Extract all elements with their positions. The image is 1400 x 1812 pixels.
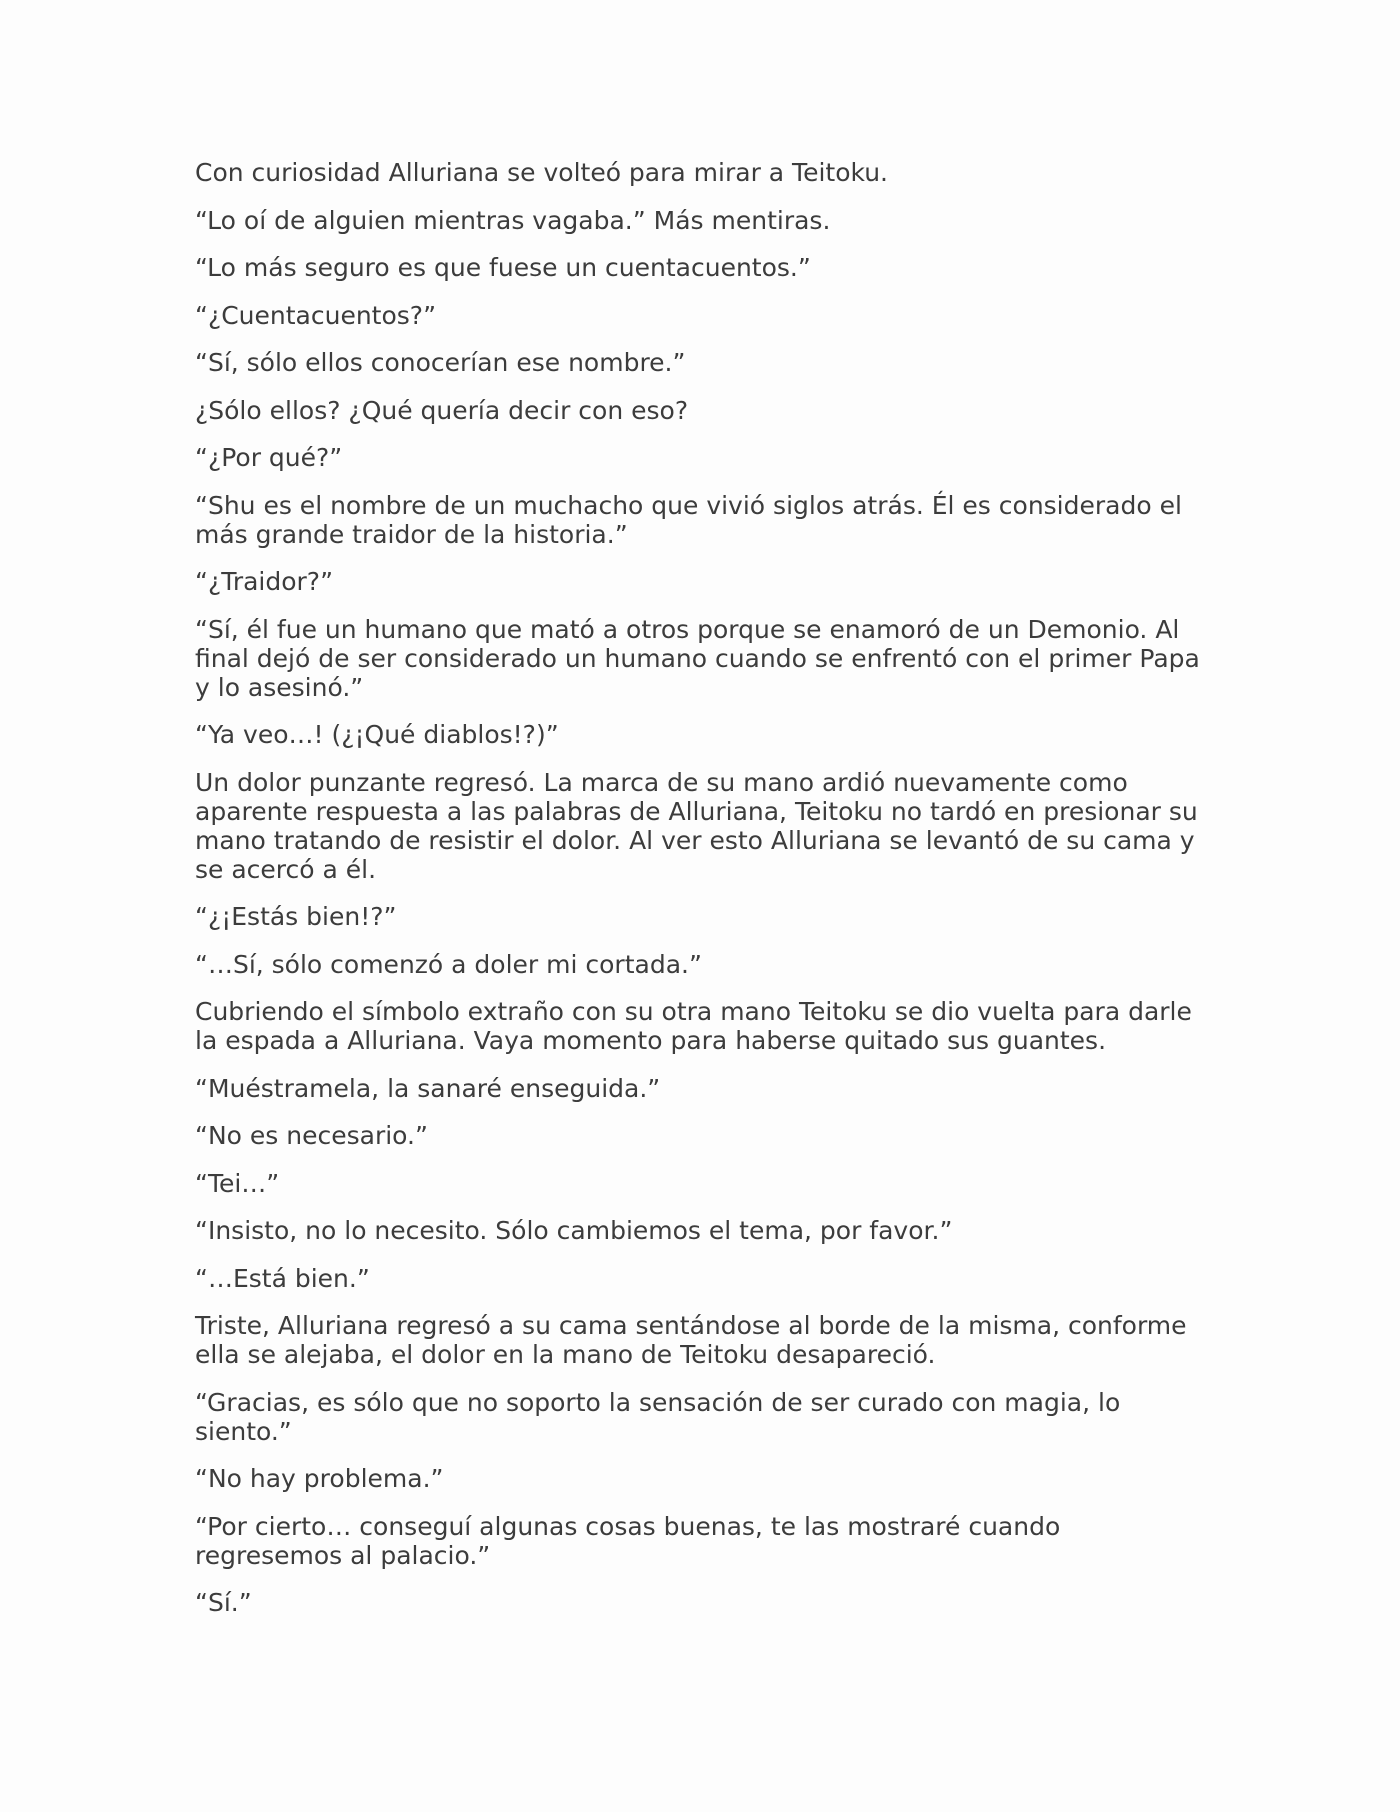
paragraph: “Muéstramela, la sanaré enseguida.”	[195, 1073, 661, 1103]
paragraph: “Sí.”	[195, 1588, 252, 1617]
paragraph: “Lo más seguro es que fuese un cuentacuentos.”	[195, 253, 811, 282]
paragraph: “Ya veo…! (¿¡Qué diablos!?)”	[195, 720, 559, 749]
paragraph: “…Sí, sólo comenzó a doler mi cortada.”	[195, 949, 702, 979]
paragraph: Triste, Alluriana regresó a su cama sentándose al borde de la misma, conforme ella se alejaba, el dolor en la mano de Teitoku desapareció.	[195, 1311, 1187, 1369]
paragraph: “¿Cuentacuentos?”	[195, 300, 437, 330]
paragraph: “¿Traidor?”	[195, 567, 334, 596]
paragraph: ¿Sólo ellos? ¿Qué quería decir con eso?	[195, 395, 689, 425]
paragraph: Con curiosidad Alluriana se volteó para mirar a Teitoku.	[195, 158, 889, 187]
paragraph: “Tei…”	[195, 1168, 280, 1198]
paragraph: “Sí, él fue un humano que mató a otros porque se enamoró de un Demonio. Al final dejó de ser considerado un humano cuando se enfrentó con el primer Papa y lo asesinó.”	[195, 614, 1200, 702]
paragraph: “Gracias, es sólo que no soporto la sensación de ser curado con magia, lo siento.”	[195, 1387, 1121, 1446]
paragraph: Cubriendo el símbolo extraño con su otra mano Teitoku se dio vuelta para darle la espada a Alluriana. Vaya momento para haberse quitado sus guantes.	[195, 997, 1192, 1055]
paragraph: “¿Por qué?”	[195, 443, 343, 472]
document-body	[195, 158, 1210, 1636]
paragraph: Un dolor punzante regresó. La marca de su mano ardió nuevamente como aparente respuesta a las palabras de Alluriana, Teitoku no tardó en presionar su mano tratando de resistir el dolor. Al ver esto Alluriana se levantó de su cama y se acercó a él.	[195, 767, 1198, 884]
paragraph: “¿¡Estás bien!?”	[195, 902, 397, 931]
paragraph: “Insisto, no lo necesito. Sólo cambiemos el tema, por favor.”	[195, 1216, 953, 1245]
paragraph: “No es necesario.”	[195, 1121, 428, 1150]
paragraph: “Por cierto… conseguí algunas cosas buenas, te las mostraré cuando regresemos al palacio.”	[195, 1511, 1061, 1570]
paragraph: “…Está bien.”	[195, 1263, 370, 1293]
paragraph: “Lo oí de alguien mientras vagaba.” Más mentiras.	[195, 205, 831, 235]
paragraph: “Shu es el nombre de un muchacho que vivió siglos atrás. Él es considerado el más grande traidor de la historia.”	[195, 490, 1182, 549]
paragraph: “Sí, sólo ellos conocerían ese nombre.”	[195, 348, 686, 377]
paragraph: “No hay problema.”	[195, 1464, 444, 1493]
